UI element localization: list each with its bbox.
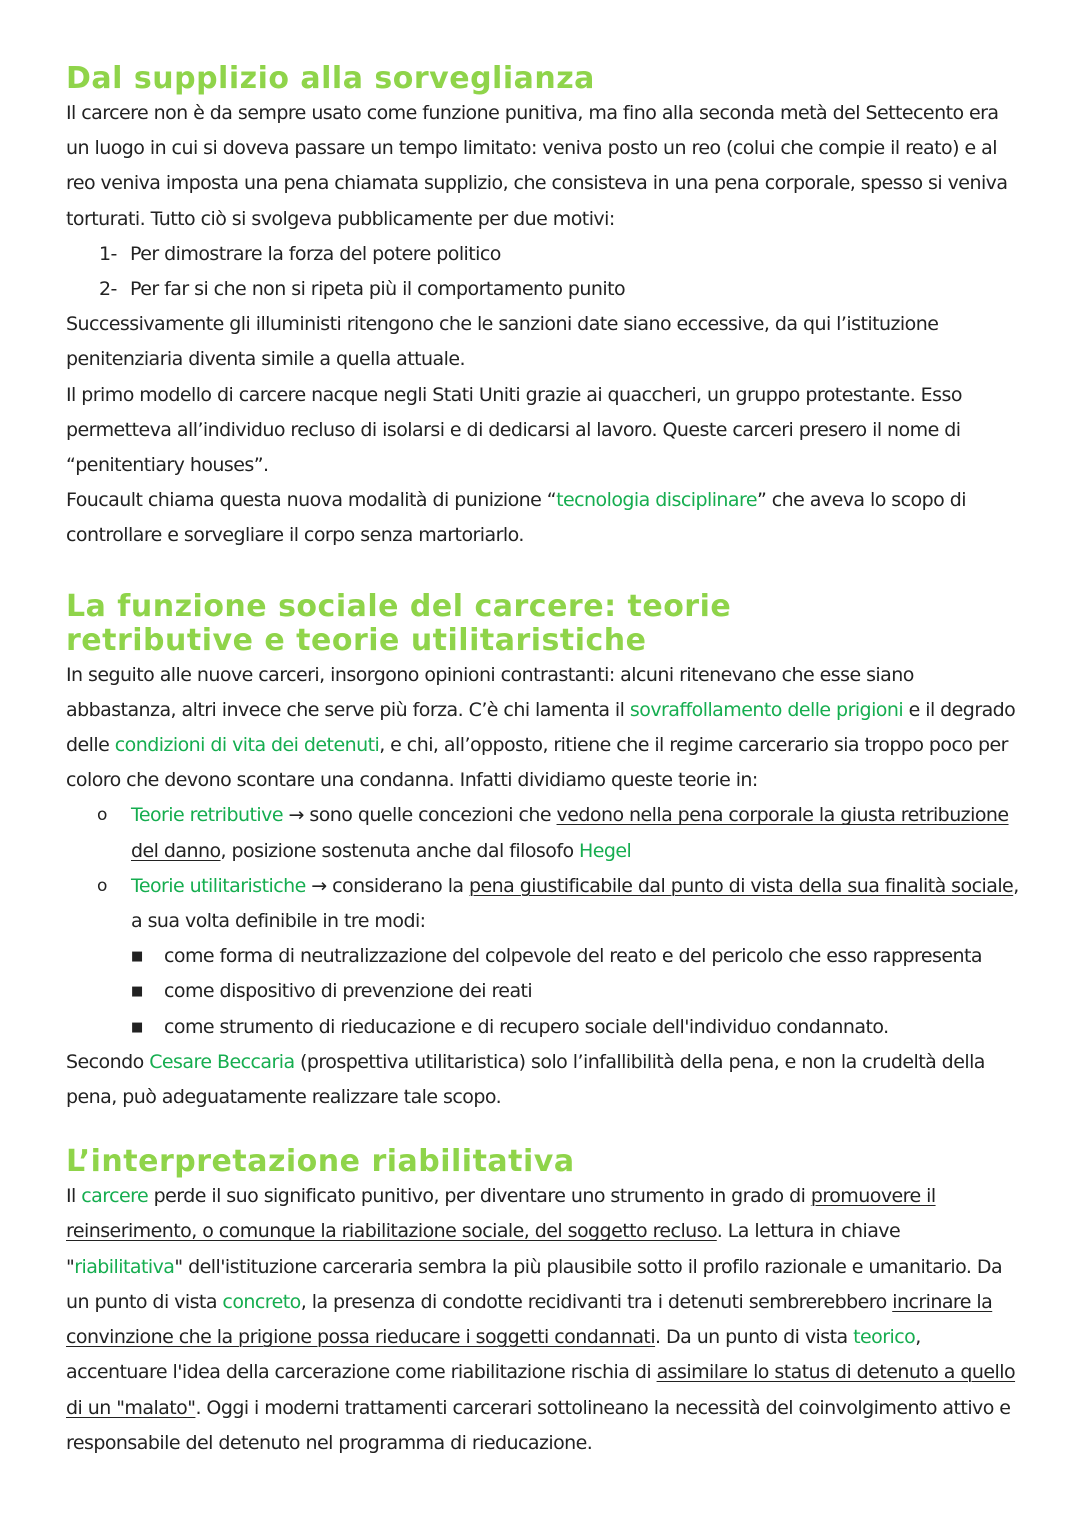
list-item: ■ come dispositivo di prevenzione dei reati	[131, 974, 1020, 1009]
paragraph: Successivamente gli illuministi ritengono che le sanzioni date siano eccessive, da qui l’istituzione penitenziaria diventa simile a quella attuale.	[66, 313, 939, 371]
highlight-term: teorico	[853, 1326, 916, 1349]
highlight-term: condizioni di vita dei detenuti	[114, 734, 380, 757]
theories-list	[66, 798, 1020, 1044]
list-item	[99, 272, 1020, 307]
arrow-icon: →	[305, 874, 333, 897]
list-item	[99, 237, 1020, 272]
underlined-text: vedono nella pena corporale la giusta retribuzione del danno	[131, 804, 1009, 862]
paragraph: Il carcere non è da sempre usato come funzione punitiva, ma fino alla seconda metà del Settecento era un luogo in cui si doveva passare un tempo limitato: veniva posto un reo (colui che compie il reato) e al reo veniva imposta una pena chiamata supplizio, che consisteva in una pena corporale, spesso si veniva torturati. Tutto ciò si svolgeva pubblicamente per due motivi:	[66, 102, 1008, 230]
square-bullet-icon: ■	[131, 984, 143, 1000]
paragraph: Il carcere perde il suo significato punitivo, per diventare uno strumento in grado di promuovere il reinserimento, o comunque la riabilitazione sociale, del soggetto recluso. La lettura in chiave "riabilitativa" dell'istituzione carceraria sembra la più plausibile sotto il profilo razionale e umanitario. Da un punto di vista concreto, la presenza di condotte recidivanti tra i detenuti sembrerebbero incrinare la convinzione che la prigione possa rieducare i soggetti condannati. Da un punto di vista teorico, accentuare l'idea della carcerazione come riabilitazione rischia di assimilare lo status di detenuto a quello di un "malato". Oggi i moderni trattamenti carcerari sottolineano la necessità del coinvolgimento attivo e responsabile del detenuto nel programma di rieducazione.	[66, 1185, 1016, 1454]
section-heading: L’interpretazione riabilitativa	[66, 1144, 575, 1180]
list-item: ■ come forma di neutralizzazione del colpevole del reato e del pericolo che esso rappresenta	[131, 939, 1020, 974]
underlined-text: assimilare lo status di detenuto a quello di un "malato"	[66, 1361, 1016, 1419]
underlined-text: promuovere il reinserimento, o comunque la riabilitazione sociale, del soggetto recluso	[66, 1185, 936, 1243]
paragraph: Secondo Cesare Beccaria (prospettiva utilitaristica) solo l’infallibilità della pena, e non la crudeltà della pena, può adeguatamente realizzare tale scopo.	[66, 1050, 985, 1109]
section-funzione-sociale	[66, 590, 1020, 1116]
highlight-term: Cesare Beccaria	[149, 1050, 295, 1073]
paragraph: In seguito alle nuove carceri, insorgono opinioni contrastanti: alcuni ritenevano che esse siano abbastanza, altri invece che serve più forza. C’è chi lamenta il sovraffollamento delle prigioni e il degrado delle condizioni di vita dei detenuti, e chi, all’opposto, ritiene che il regime carcerario sia troppo poco per coloro che devono scontare una condanna. Infatti dividiamo queste teorie in:	[66, 663, 1016, 792]
highlight-term: tecnologia disciplinare	[556, 489, 757, 512]
list-item: o Teorie utilitaristiche → considerano la pena giustificabile dal punto di vista della sua finalità sociale, a sua volta definibile in tre modi: ■ come forma di neutralizzazione del colpevole del reato e del pericolo che esso rappresenta ■ come dispositivo di prevenzione dei reati ■ come strumento di rieducazione e di recupero sociale dell'individuo condannato.	[97, 869, 1020, 1045]
modes-list	[131, 939, 1020, 1045]
section-heading: Dal supplizio alla sorveglianza	[66, 61, 595, 96]
circle-bullet-icon: o	[97, 875, 107, 896]
circle-bullet-icon: o	[97, 805, 107, 826]
square-bullet-icon: ■	[131, 949, 143, 965]
list-item-text: Per far si che non si ripeta più il comportamento punito	[130, 278, 626, 301]
highlight-term: carcere	[81, 1185, 149, 1208]
highlight-term: sovraffollamento delle prigioni	[629, 698, 904, 721]
highlight-term: concreto	[222, 1290, 301, 1313]
arrow-icon: →	[283, 804, 310, 827]
section-supplizio	[66, 62, 1020, 554]
list-item: ■ come strumento di rieducazione e di recupero sociale dell'individuo condannato.	[131, 1010, 1020, 1045]
highlight-term: Hegel	[579, 839, 632, 862]
list-item-text: Per dimostrare la forza del potere politico	[130, 242, 501, 265]
highlight-term: Teorie utilitaristiche	[131, 874, 306, 897]
underlined-text: incrinare la convinzione che la prigione possa rieducare i soggetti condannati	[66, 1290, 993, 1349]
section-riabilitativa	[66, 1145, 1020, 1461]
section-heading: La funzione sociale del carcere: teorie retributive e teorie utilitaristiche	[66, 588, 732, 658]
underlined-text: pena giustificabile dal punto di vista della sua finalità sociale	[469, 874, 1014, 897]
paragraph: Foucault chiama questa nuova modalità di punizione “tecnologia disciplinare” che aveva lo scopo di controllare e sorvegliare il corpo senza martoriarlo.	[66, 489, 966, 547]
square-bullet-icon: ■	[131, 1019, 143, 1035]
list-number: 2-	[99, 278, 117, 301]
list-item: o Teorie retributive → sono quelle concezioni che vedono nella pena corporale la giusta retribuzione del danno, posizione sostenuta anche dal filosofo Hegel	[97, 798, 1020, 868]
paragraph: Il primo modello di carcere nacque negli Stati Uniti grazie ai quaccheri, un gruppo protestante. Esso permetteva all’individuo recluso di isolarsi e di dedicarsi al lavoro. Queste carceri presero il nome di “penitentiary houses”.	[66, 383, 962, 477]
motives-list	[66, 237, 1020, 307]
list-number: 1-	[99, 242, 117, 265]
highlight-term: Teorie retributive	[131, 804, 283, 827]
highlight-term: riabilitativa	[74, 1255, 175, 1278]
